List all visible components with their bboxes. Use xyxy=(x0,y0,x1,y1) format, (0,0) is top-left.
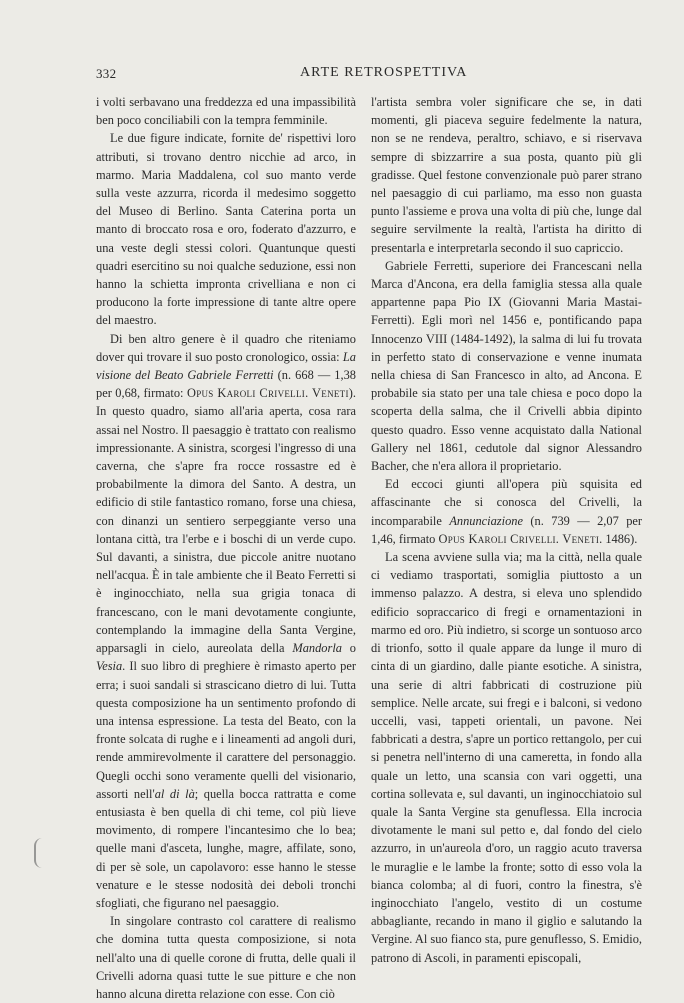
signature: Opus Karoli Crivelli. Veneti xyxy=(186,386,349,401)
text-run: (n. 668 — 1,38 per 0,68, firmato: xyxy=(96,368,356,401)
italic-term: al di là xyxy=(154,786,195,801)
right-column xyxy=(371,93,642,967)
paragraph: Le due figure indicate, fornite de' rispettivi loro attributi, si trovano dentro nicchie ad arco, in marmo. Maria Maddalena, col suo manto verde sulla veste azzurra, ricorda il medesimo soggetto del Museo di Berlino. Santa Caterina porta un manto di broccato rosa e oro, foderato d'azzurro, e una veste degli stessi colori. Quantunque questi quadri esercitino su noi qualche seduzione, essi non hanno la schietta impronta crivelliana e non ci producono la forte impressione di tante altre opere del maestro. xyxy=(96,131,356,328)
painting-title: Annunciazione xyxy=(449,513,523,528)
text-run: Di ben altro genere è il quadro che riteniamo dover qui trovare il suo posto cronologico, ossia: xyxy=(96,331,356,364)
text-run: . 1486). xyxy=(599,531,638,546)
left-column xyxy=(96,93,356,1003)
text-run: o xyxy=(341,641,356,656)
text-run: (n. 739 — 2,07 per 1,46, firmato xyxy=(371,513,643,546)
paragraph: l'artista sembra voler significare che se, in dati momenti, gli piaceva seguire fedelmente la natura, non se ne rendeva, peraltro, schiavo, e si riservava sempre di sbizzarrire a sua posta, quanto più gli gradisse. Quel festone convenzionale può parer strano nel paesaggio di cui parliamo, ma esso non guasta punto l'assieme e prova una volta di più che, lunge dal seguire servilmente la realtà, l'artista ha diritto di presentarla e interpretarla secondo il suo capriccio. xyxy=(371,95,642,255)
paragraph: In singolare contrasto col carattere di realismo che domina tutta questa composizione, si nota nell'alto una di quelle corone di frutta, delle quali il Crivelli adorna quasi tutte le sue pitture e che non hanno alcuna diretta relazione con esse. Con ciò xyxy=(96,914,356,1001)
paragraph xyxy=(96,330,356,913)
text-run: Ed eccoci giunti all'opera più squisita ed affascinante che si conosca del Crivelli, la incomparabile xyxy=(371,477,642,528)
paragraph: i volti serbavano una freddezza ed una impassibilità ben poco conciliabili con la tempra femminile. xyxy=(96,95,356,128)
text-run: . Il suo libro di preghiere è rimasto aperto per erra; i suoi sandali si strascicano dietro di lui. Tutta questa composizione ha un sentimento profondo di una intensa espressione. La testa del Beato, con la fronte solcata di rughe e i lineamenti ad angoli duri, rende ammirevolmente il carattere del personaggio. Quegli occhi sono veramente quelli del visionario, assorti nell' xyxy=(96,659,356,801)
text-run: ). In questo quadro, siamo all'aria aperta, cosa rara assai nel Nostro. Il paesaggio è trattato con realismo impressionante. A sinistra, scorgesi l'ingresso di una caverna, che s'apre fra rocce rossastre ed è probabilmente la dimora del Santo. A destra, un edificio di stile fantastico romano, forse una chiesa, con dinanzi un sentiero serpeggiante verso una lontana città, tra l'erbe e i boschi di un verde cupo. Sul davanti, a sinistra, due piccole anitre nuotano nell'acqua. È in tale ambiente che il Beato Ferretti si è inginocchiato, nella sua grigia tonaca di francescano, con le mani devotamente congiunte, contemplando la immagine della Santa Vergine, apparsagli in cielo, aureolata della xyxy=(96,386,356,656)
paragraph xyxy=(371,475,642,548)
paragraph: La scena avviene sulla via; ma la città, nella quale ci vediamo trasportati, somiglia piuttosto a un immenso palazzo. A destra, si eleva uno splendido edificio sopraccarico di fregi e ornamentazioni in marmo ed oro. Più indietro, si scorge un sontuoso arco di trionfo, sotto il quale appare da lunge il muro di cinta di un giardino, dalle piante esotiche. A sinistra, una serie di altri fabbricati di costruzione più semplice. Nelle arcate, sui fregi e i balconi, si vedono uccelli, vasi, tappeti orientali, un pavone. Nei fabbricati a destra, s'apre un portico rettangolo, per cui si penetra nell'interno di una cameretta, in fondo alla quale un letto, una scansia con vari oggetti, una cortina sollevata e, sul davanti, un inginocchiatoio sul quale la Santa Vergine sta genuflessa. Ella incrocia divotamente le mani sul petto e, dal fondo del cielo azzurro, in un'aureola d'oro, un raggio acuto traversa le muraglie e le lambe la fronte; sotto di esso vola la bianca colomba; al di fuori, contro la finestra, s'è inginocchiato l'angelo, vestito di un costume abbagliante, recando in mano il giglio e salutando la Vergine. Al suo fianco sta, pure genuflesso, S. Emidio, patrono di Ascoli, in paramenti episcopali, xyxy=(371,550,642,965)
painting-title: La visione del Beato Gabriele Ferretti xyxy=(96,349,356,383)
text-run: ; quella bocca rattratta e come entusiasta è ben quella di chi teme, col più lieve movimento, di rompere l'incantesimo che lo bea; quelle mani d'asceta, lunghe, magre, affilate, sono, di per sè sole, un capolavoro: esse hanno le stesse venature e le stesse nodosità dei deboli tronchi sfogliati, che figurano nel paesaggio. xyxy=(96,786,357,910)
italic-term: Vesia xyxy=(96,659,123,674)
signature: Opus Karoli Crivelli. Veneti xyxy=(438,531,600,546)
italic-term: Mandorla xyxy=(292,641,342,656)
margin-mark xyxy=(34,838,46,868)
paragraph: Gabriele Ferretti, superiore dei Francescani nella Marca d'Ancona, era della famiglia stessa alla quale appartenne papa Pio IX (Giovanni Maria Mastai-Ferretti). Egli morì nel 1456 e, pontificando papa Innocenzo VIII (1484-1492), la salma di lui fu trovata in perfetto stato di conservazione e venne inumata nella chiesa di San Francesco in alto, ad Ancona. E probabile sia stato per una tale chiesa e poco dopo la scoperta della salma, che il Crivelli abbia dipinto questo quadro. Esso venne acquistato dalla National Gallery nel 1861, cedutole dal signor Alessandro Bacher, che n'era allora il proprietario. xyxy=(371,258,642,474)
running-title: ARTE RETROSPETTIVA xyxy=(300,65,468,80)
page-number: 332 xyxy=(96,66,117,81)
